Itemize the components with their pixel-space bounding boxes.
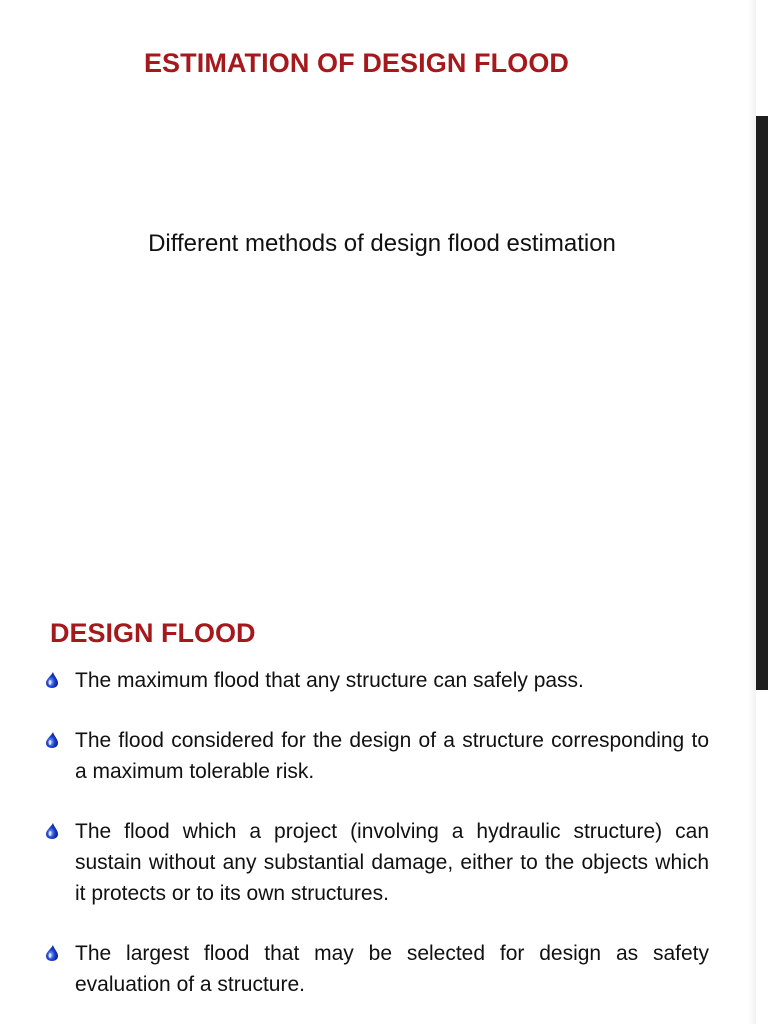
bullet-text: The maximum flood that any structure can safely pass.	[75, 669, 584, 692]
slide-design-flood	[0, 576, 768, 1024]
list-item	[44, 816, 709, 909]
list-item	[44, 938, 709, 1000]
list-item	[44, 665, 709, 696]
water-drop-icon	[44, 816, 75, 846]
water-drop-icon	[44, 938, 75, 968]
list-item	[44, 725, 709, 787]
bullet-text: The flood which a project (involving a hydraulic structure) can sustain without any substantial damage, either to the objects which it protects or to its own structures.	[75, 820, 709, 905]
slide-title-heading: ESTIMATION OF DESIGN FLOOD	[143, 48, 570, 78]
slide-subtitle: Different methods of design flood estimation	[148, 230, 616, 257]
bullet-list	[44, 665, 709, 1024]
water-drop-icon	[44, 665, 75, 695]
slide-edge-bar	[756, 116, 768, 576]
slide-edge-shadow	[748, 576, 756, 1024]
water-drop-icon	[44, 725, 75, 755]
bullet-text: The flood considered for the design of a structure corresponding to a maximum tolerable risk.	[75, 729, 709, 783]
slide-edge-bar	[756, 576, 768, 690]
section-heading: DESIGN FLOOD	[50, 618, 256, 648]
bullet-text: The largest flood that may be selected for design as safety evaluation of a structure.	[75, 942, 709, 996]
slide-edge-shadow	[748, 0, 756, 576]
